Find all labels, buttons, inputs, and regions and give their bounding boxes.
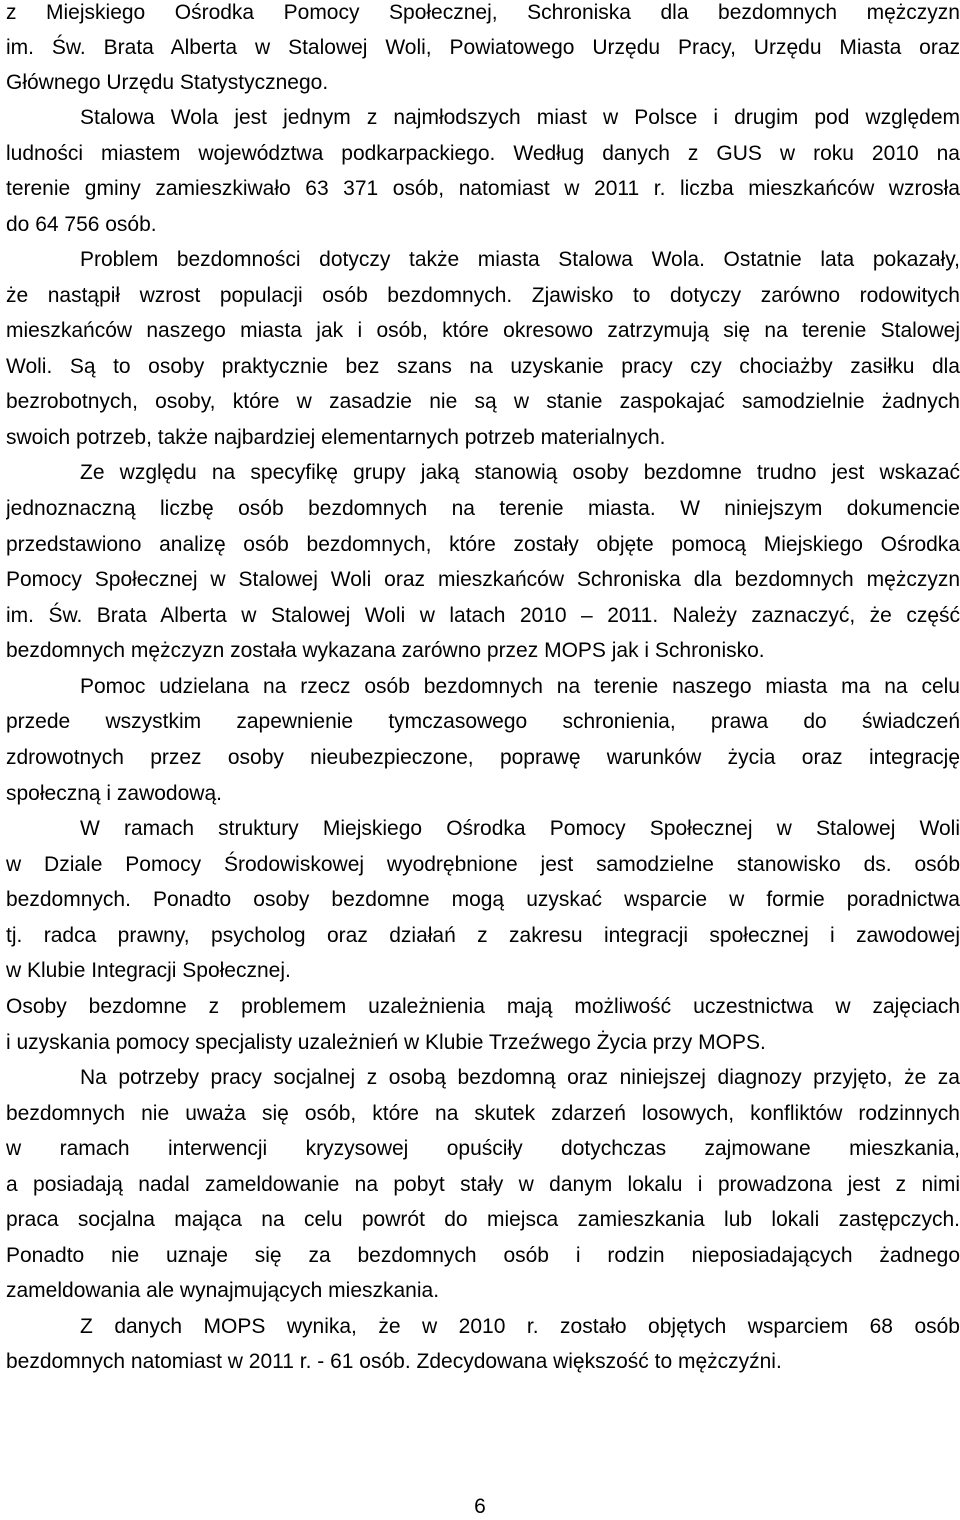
text-line: Głównego Urzędu Statystycznego.: [6, 71, 329, 94]
text-line: bezrobotnych, osoby, które w zasadzie nie są w stanie zaspokajać samodzielnie żadnych: [6, 390, 960, 413]
text-line: swoich potrzeb, także najbardziej elementarnych potrzeb materialnych.: [6, 426, 666, 449]
text-line: ludności miastem województwa podkarpackiego. Według danych z GUS w roku 2010 na: [6, 142, 960, 165]
paragraph-first-line: Z danych MOPS wynika, że w 2010 r. zostało objętych wsparciem 68 osób: [80, 1315, 960, 1338]
text-line: bezdomnych mężczyzn została wykazana zarówno przez MOPS jak i Schronisko.: [6, 639, 765, 662]
text-line: Ponadto nie uznaje się za bezdomnych osób i rodzin nieposiadających żadnego: [6, 1244, 960, 1267]
paragraph-first-line: Na potrzeby pracy socjalnej z osobą bezdomną oraz niniejszej diagnozy przyjęto, że za: [80, 1066, 960, 1089]
paragraph-first-line: Osoby bezdomne z problemem uzależnienia mają możliwość uczestnictwa w zajęciach: [6, 995, 960, 1018]
text-line: w ramach interwencji kryzysowej opuściły dotychczas zajmowane mieszkania,: [6, 1137, 960, 1160]
paragraph-first-line: W ramach struktury Miejskiego Ośrodka Pomocy Społecznej w Stalowej Woli: [80, 817, 960, 840]
text-line: w Klubie Integracji Społecznej.: [6, 959, 291, 982]
text-line: im. Św. Brata Alberta w Stalowej Woli, Powiatowego Urzędu Pracy, Urzędu Miasta oraz: [6, 36, 960, 59]
text-line: Pomocy Społecznej w Stalowej Woli oraz mieszkańców Schroniska dla bezdomnych mężczyzn: [6, 568, 960, 591]
text-line: z Miejskiego Ośrodka Pomocy Społecznej, Schroniska dla bezdomnych mężczyzn: [6, 1, 960, 24]
text-line: bezdomnych. Ponadto osoby bezdomne mogą uzyskać wsparcie w formie poradnictwa: [6, 888, 960, 911]
text-line: praca socjalna mająca na celu powrót do miejsca zamieszkania lub lokali zastępczych.: [6, 1208, 960, 1231]
text-line: jednoznaczną liczbę osób bezdomnych na terenie miasta. W niniejszym dokumencie: [6, 497, 960, 520]
text-line: tj. radca prawny, psycholog oraz działań z zakresu integracji społecznej i zawodowej: [6, 924, 960, 947]
text-line: do 64 756 osób.: [6, 213, 157, 236]
text-line: bezdomnych natomiast w 2011 r. - 61 osób. Zdecydowana większość to mężczyźni.: [6, 1350, 782, 1373]
paragraph-first-line: Problem bezdomności dotyczy także miasta Stalowa Wola. Ostatnie lata pokazały,: [80, 248, 960, 271]
text-line: przedstawiono analizę osób bezdomnych, które zostały objęte pomocą Miejskiego Ośrodka: [6, 533, 960, 556]
text-line: zdrowotnych przez osoby nieubezpieczone, poprawę warunków życia oraz integrację: [6, 746, 960, 769]
text-line: przede wszystkim zapewnienie tymczasowego schronienia, prawa do świadczeń: [6, 710, 960, 733]
paragraph-first-line: Ze względu na specyfikę grupy jaką stanowią osoby bezdomne trudno jest wskazać: [80, 461, 960, 484]
text-line: Woli. Są to osoby praktycznie bez szans na uzyskanie pracy czy chociażby zasiłku dla: [6, 355, 960, 378]
text-line: zameldowania ale wynajmujących mieszkania.: [6, 1279, 440, 1302]
paragraph-first-line: Stalowa Wola jest jednym z najmłodszych miast w Polsce i drugim pod względem: [80, 106, 960, 129]
text-line: społeczną i zawodową.: [6, 782, 222, 805]
text-line: bezdomnych nie uważa się osób, które na skutek zdarzeń losowych, konfliktów rodzinnych: [6, 1102, 960, 1125]
text-line: w Dziale Pomocy Środowiskowej wyodrębnione jest samodzielne stanowisko ds. osób: [6, 853, 960, 876]
text-line: a posiadają nadal zameldowanie na pobyt stały w danym lokalu i prowadzona jest z nimi: [6, 1173, 960, 1196]
text-line: że nastąpił wzrost populacji osób bezdomnych. Zjawisko to dotyczy zarówno rodowitych: [6, 284, 960, 307]
page-number: 6: [474, 1495, 486, 1518]
text-line: mieszkańców naszego miasta jak i osób, które okresowo zatrzymują się na terenie Stalowej: [6, 319, 960, 342]
text-line: terenie gminy zamieszkiwało 63 371 osób, natomiast w 2011 r. liczba mieszkańców wzrosła: [6, 177, 960, 200]
paragraph-first-line: Pomoc udzielana na rzecz osób bezdomnych na terenie naszego miasta ma na celu: [80, 675, 960, 698]
text-line: im. Św. Brata Alberta w Stalowej Woli w latach 2010 – 2011. Należy zaznaczyć, że część: [6, 604, 960, 627]
text-line: i uzyskania pomocy specjalisty uzależnień w Klubie Trzeźwego Życia przy MOPS.: [6, 1031, 766, 1054]
